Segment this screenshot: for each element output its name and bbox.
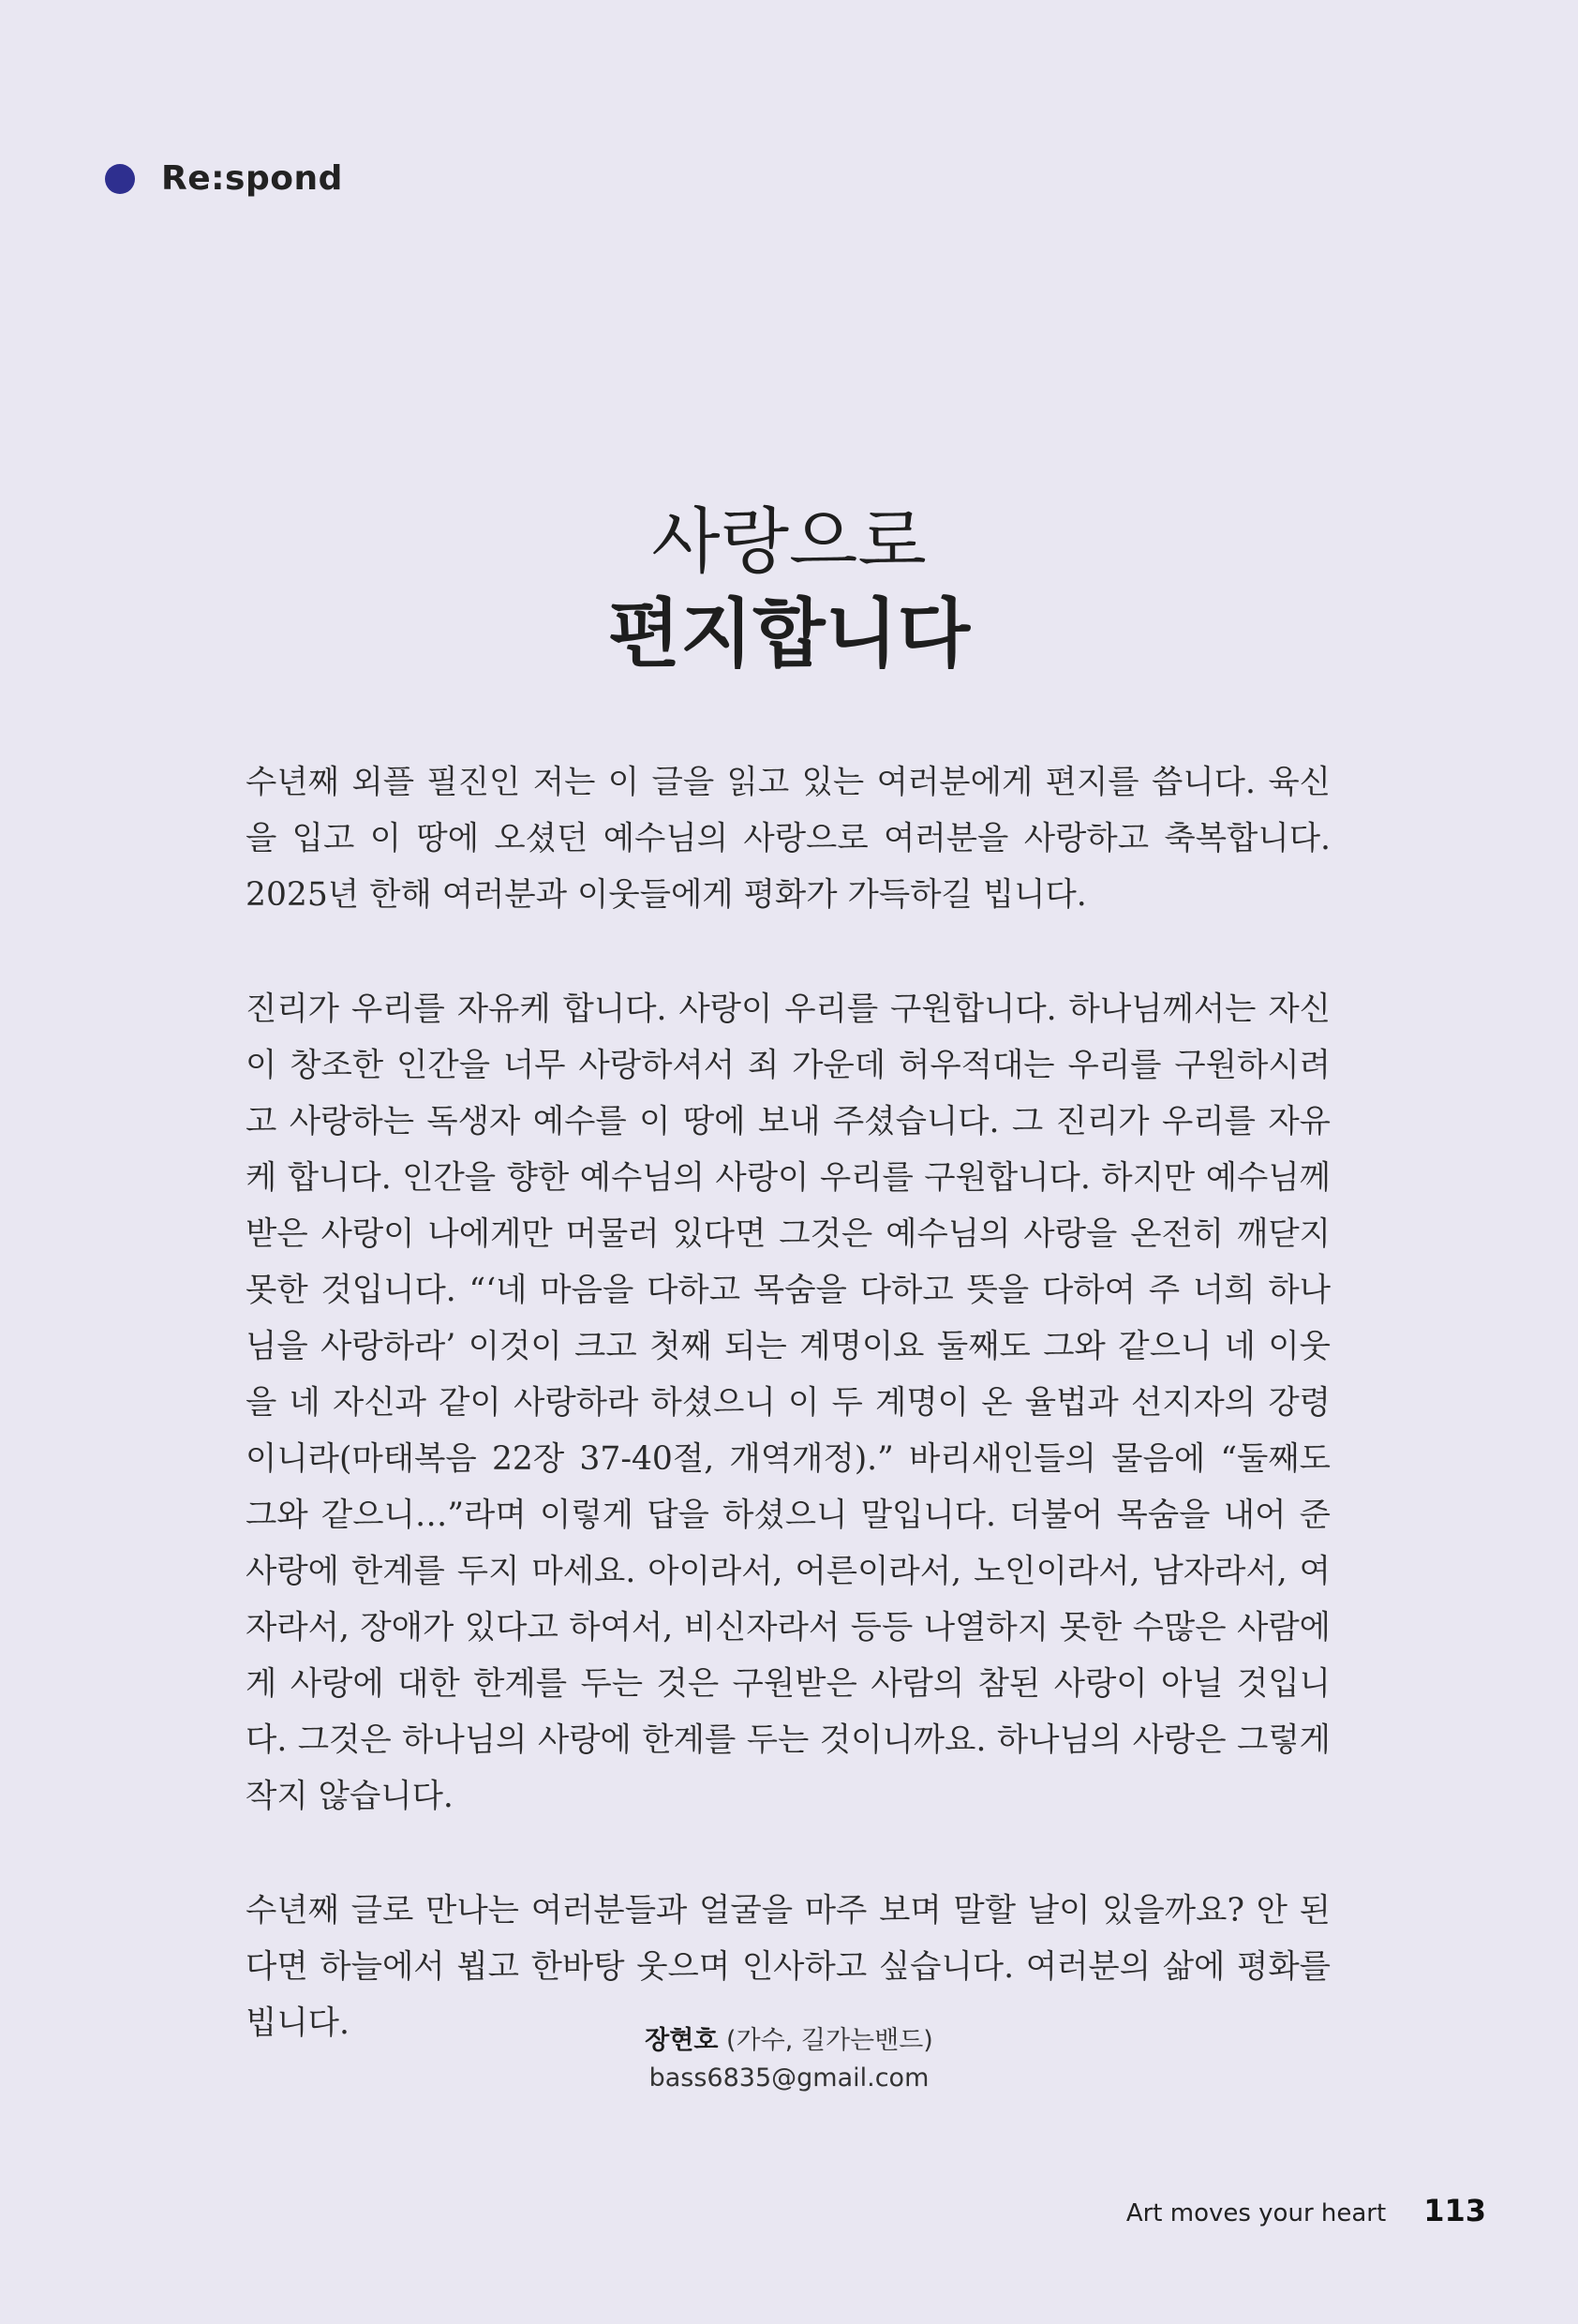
author-signature xyxy=(0,2022,1578,2097)
paragraph-1: 수년째 외플 필진인 저는 이 글을 읽고 있는 여러분에게 편지를 씁니다. 육신을 입고 이 땅에 오셨던 예수님의 사랑으로 여러분을 사랑하고 축복합니다. 2025년 한해 여러분과 이웃들에게 평화가 가득하길 빕니다. xyxy=(246,764,1331,914)
author-name: 장현호 xyxy=(645,2026,719,2055)
page-footer xyxy=(1126,2193,1486,2228)
section-dot-icon xyxy=(105,164,135,194)
footer-slogan: Art moves your heart xyxy=(1125,2199,1387,2227)
paragraph-3: 수년째 글로 만나는 여러분들과 얼굴을 마주 보며 말할 날이 있을까요? 안 된다면 하늘에서 뵙고 한바탕 웃으며 인사하고 싶습니다. 여러분의 삶에 평화를 빕니다. xyxy=(246,1892,1331,2042)
article-title xyxy=(0,497,1578,680)
section-tag xyxy=(105,159,343,198)
title-line-2: 편지합니다 xyxy=(607,589,971,678)
paragraph-2: 진리가 우리를 자유케 합니다. 사랑이 우리를 구원합니다. 하나님께서는 자신이 창조한 인간을 너무 사랑하셔서 죄 가운데 허우적대는 우리를 구원하시려고 사랑하는 독생자 예수를 이 땅에 보내 주셨습니다. 그 진리가 우리를 자유케 합니다. 인간을 향한 예수님의 사랑이 우리를 구원합니다. 하지만 예수님께 받은 사랑이 나에게만 머물러 있다면 그것은 예수님의 사랑을 온전히 깨닫지 못한 것입니다. “‘네 마음을 다하고 목숨을 다하고 뜻을 다하여 주 너희 하나님을 사랑하라’ 이것이 크고 첫째 되는 계명이요 둘째도 그와 같으니 네 이웃을 네 자신과 같이 사랑하라 하셨으니 이 두 계명이 온 율법과 선지자의 강령이니라(마태복음 22장 37-40절, 개역개정).” 바리새인들의 물음에 “둘째도 그와 같으니…”라며 이렇게 답을 하셨으니 말입니다. 더불어 목숨을 내어 준 사랑에 한계를 두지 마세요. 아이라서, 어른이라서, 노인이라서, 남자라서, 여자라서, 장애가 있다고 하여서, 비신자라서 등등 나열하지 못한 수많은 사람에게 사랑에 대한 한계를 두는 것은 구원받은 사람의 참된 사랑이 아닐 것입니다. 그것은 하나님의 사랑에 한계를 두는 것이니까요. 하나님의 사랑은 그렇게 작지 않습니다. xyxy=(246,991,1331,1815)
section-label: Re:spond xyxy=(161,159,343,198)
author-line xyxy=(0,2022,1578,2060)
article-body xyxy=(246,754,1331,2051)
author-email: bass6835@gmail.com xyxy=(648,2063,930,2093)
author-role: (가수, 길가는밴드) xyxy=(726,2026,933,2055)
title-line-1: 사랑으로 xyxy=(651,499,927,583)
page-number: 113 xyxy=(1423,2193,1486,2228)
